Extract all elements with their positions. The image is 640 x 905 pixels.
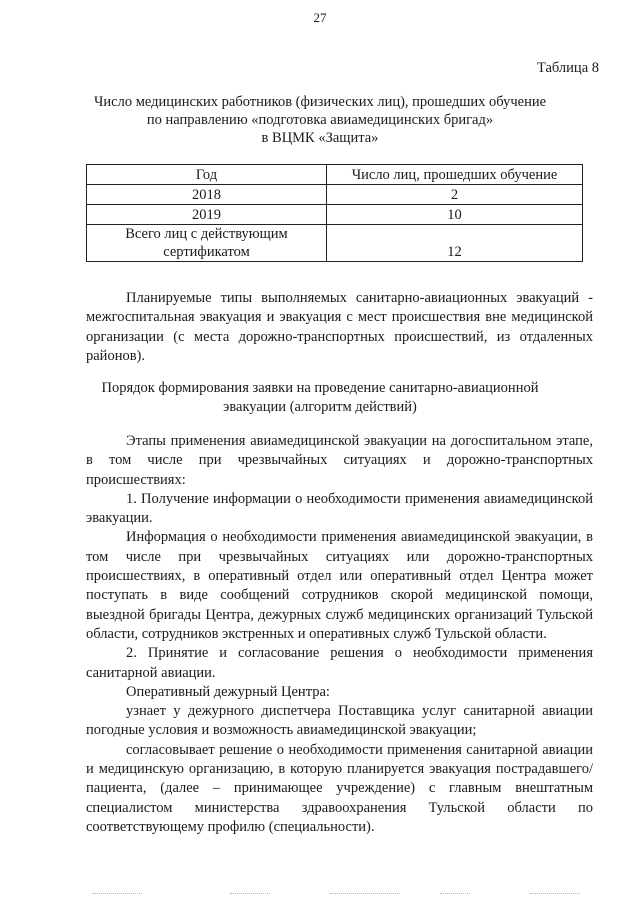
cell-total-value: 12 xyxy=(327,225,583,262)
table-row xyxy=(87,185,583,205)
section-heading-line: эвакуации (алгоритм действий) xyxy=(223,399,417,415)
training-table xyxy=(86,164,583,262)
table-row xyxy=(87,205,583,225)
table-total-row xyxy=(87,225,583,262)
scan-artifact-line xyxy=(530,893,580,894)
total-label-line: сертификатом xyxy=(163,244,250,260)
table-label: Таблица 8 xyxy=(536,60,599,76)
table-title-line: Число медицинских работников (физических лиц), прошедших обучение xyxy=(93,94,547,110)
cell-year: 2019 xyxy=(87,205,327,225)
paragraph-stages: Этапы применения авиамедицинской эвакуации на догоспитальном этапе, в том числе при чрезвычайных ситуациях и дорожно-транспортных происшествиях: xyxy=(86,433,593,488)
cell-count: 10 xyxy=(327,205,583,225)
header-year: Год xyxy=(87,165,327,185)
cell-total-label xyxy=(87,225,327,262)
body-text xyxy=(86,432,593,837)
cell-year: 2018 xyxy=(87,185,327,205)
header-count: Число лиц, прошедших обучение xyxy=(327,165,583,185)
cell-count: 2 xyxy=(327,185,583,205)
total-label-line: Всего лиц с действующим xyxy=(125,226,288,242)
paragraph-evacuation-types xyxy=(86,289,593,366)
section-heading xyxy=(60,379,580,417)
paragraph-item-1: 1. Получение информации о необходимости применения авиамедицинской эвакуации. xyxy=(86,490,593,527)
scan-artifact-line xyxy=(330,893,400,894)
paragraph-duty-officer: Оперативный дежурный Центра: xyxy=(126,683,330,700)
scan-artifact-line xyxy=(440,893,470,894)
paragraph-learns: узнает у дежурного диспетчера Поставщика услуг санитарной авиации погодные условия и возможность авиамедицинской эвакуации; xyxy=(86,703,593,739)
page-number: 27 xyxy=(313,10,327,25)
table-header-row xyxy=(87,165,583,185)
scan-artifact-line xyxy=(230,893,270,894)
paragraph-agrees: согласовывает решение о необходимости применения санитарной авиации и медицинскую организацию, в которую планируется эвакуация пострадавшего/пациента, (далее – принимающее учреждение) с главным внештатным специалистом министерства здравоохранения Тульской области по соответствующему профилю (специальности). xyxy=(86,741,593,835)
scan-artifact-line xyxy=(92,893,142,894)
paragraph-item-2: 2. Принятие и согласование решения о необходимости применения санитарной авиации. xyxy=(86,645,593,681)
paragraph-text: Планируемые типы выполняемых санитарно-авиационных эвакуаций - межгоспитальная эвакуация и эвакуация с мест происшествия вне медицинской организации (с места дорожно-транспортных происшествий, из отдаленных районов). xyxy=(86,290,593,364)
table-title-line: в ВЦМК «Защита» xyxy=(261,130,379,146)
table-title-line: по направлению «подготовка авиамедицинских бригад» xyxy=(146,112,494,128)
paragraph-information: Информация о необходимости применения авиамедицинской эвакуации, в том числе при чрезвычайных ситуациях или дорожно-транспортных происшествиях, в оперативный отдел или оперативный отдел Центра может поступать в виде сообщений сотрудников скорой медицинской помощи, выездной бригады Центра, дежурных служб медицинских организаций Тульской области, сотрудников экстренных и оперативных служб Тульской области. xyxy=(86,529,593,642)
table-title xyxy=(60,93,580,147)
section-heading-line: Порядок формирования заявки на проведение санитарно-авиационной xyxy=(101,380,539,396)
